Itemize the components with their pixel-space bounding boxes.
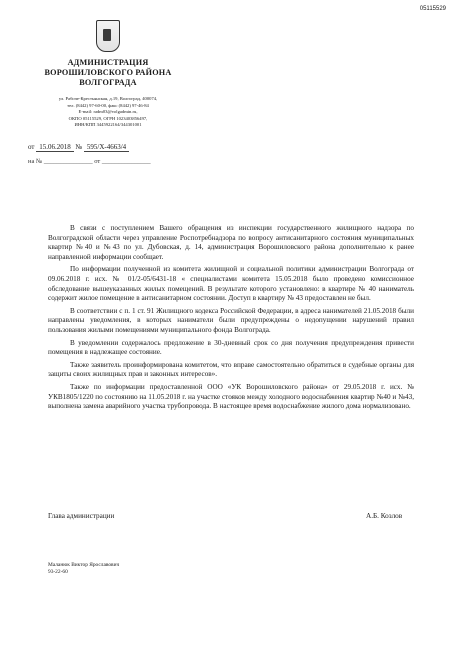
org-line-1: АДМИНИСТРАЦИЯ (67, 58, 149, 67)
organization-name (30, 58, 186, 88)
executor-phone: 93-22-60 (48, 569, 68, 575)
signatory-title: Глава администрации (48, 512, 115, 520)
outgoing-number: 595/Х-4663/4 (84, 143, 129, 152)
body-paragraph: Также заявитель проинформирована комитетом, что вправе самостоятельно обратиться в судебные органы для защиты своих жилищных прав и законных интересов». (48, 360, 414, 379)
body-paragraph: В связи с поступлением Вашего обращения из инспекции государственного жилищного надзора по Волгоградской области через управление Роспотребнадзора по вопросу антисанитарного состояния муниципальных квартир №40 и №43 по ул. Дубовская, д. 14, администрация Ворошиловского района дополнительно к ранее направленной информации сообщает. (48, 224, 414, 261)
coat-of-arms-icon (96, 20, 120, 52)
contact-line: ул. Рабоче-Крестьянская, д.19, Волгоград, 400074, (58, 96, 158, 101)
organization-contacts (30, 96, 186, 129)
date-prefix: от (28, 143, 35, 151)
contact-line: ОКПО 05115529, ОГРН 1023403856497, (68, 115, 148, 121)
contact-line: ИНН/КПП 3445922164/344301001 (74, 122, 142, 128)
letter-body (48, 224, 414, 415)
document-number-top: 05115529 (419, 6, 446, 12)
contact-line: E-mail: radm03@volgadmin.ru, (78, 109, 138, 115)
org-line-3: ВОЛГОГРАДА (79, 78, 137, 87)
outgoing-date: 15.06.2018 (36, 143, 74, 152)
executor-info (48, 562, 119, 576)
outgoing-date-number (28, 143, 129, 152)
org-line-2: ВОРОШИЛОВСКОГО РАЙОНА (44, 68, 172, 77)
number-label: № (75, 143, 83, 151)
reply-to-reference: на № _______________ от _______________ (28, 158, 151, 165)
body-paragraph: В уведомлении содержалось предложение в 30-дневный срок со дня получения предупреждения привести помещения в надлежащее состояние. (48, 338, 414, 357)
body-paragraph: Также по информации предоставленной ООО «УК Ворошиловского района» от 29.05.2018 г. исх. № УКВ1805/1220 по состоянию на 11.05.2018 г. на участке стояков между холодного водоснабжения квартир №40 и №43, выполнена замена аварийного участка трубопровода. В настоящее время водоснабжение жилого дома нормализовано. (48, 382, 414, 411)
signatory-name: А.Б. Козлов (366, 512, 403, 520)
executor-name: Маланюк Виктор Ярославович (48, 562, 120, 568)
body-paragraph: По информации полученной из комитета жилищной и социальной политики администрации Волгограда от 09.06.2018 г. исх. № 01/2-05/6431-18 « специалистами комитета 15.05.2018 было проведено комиссионное обследование вышеуказанных жилых помещений. В результате которого установлено: в квартире № 40 наниматель содержит жилое помещение в антисанитарном состоянии. Доступ в квартиру № 43 предоставлен не был. (48, 265, 414, 303)
body-paragraph: В соответствии с п. 1 ст. 91 Жилищного кодекса Российской Федерации, в адреса нанимателей 21.05.2018 были направлены уведомления, в которых наниматели были предупреждены о недопущении нарушений правил пользования жилыми помещениями муниципального фонда Волгограда. (48, 306, 414, 334)
contact-line: тел. (8442) 97-60-00, факс (8442) 97-46-84 (67, 102, 149, 108)
